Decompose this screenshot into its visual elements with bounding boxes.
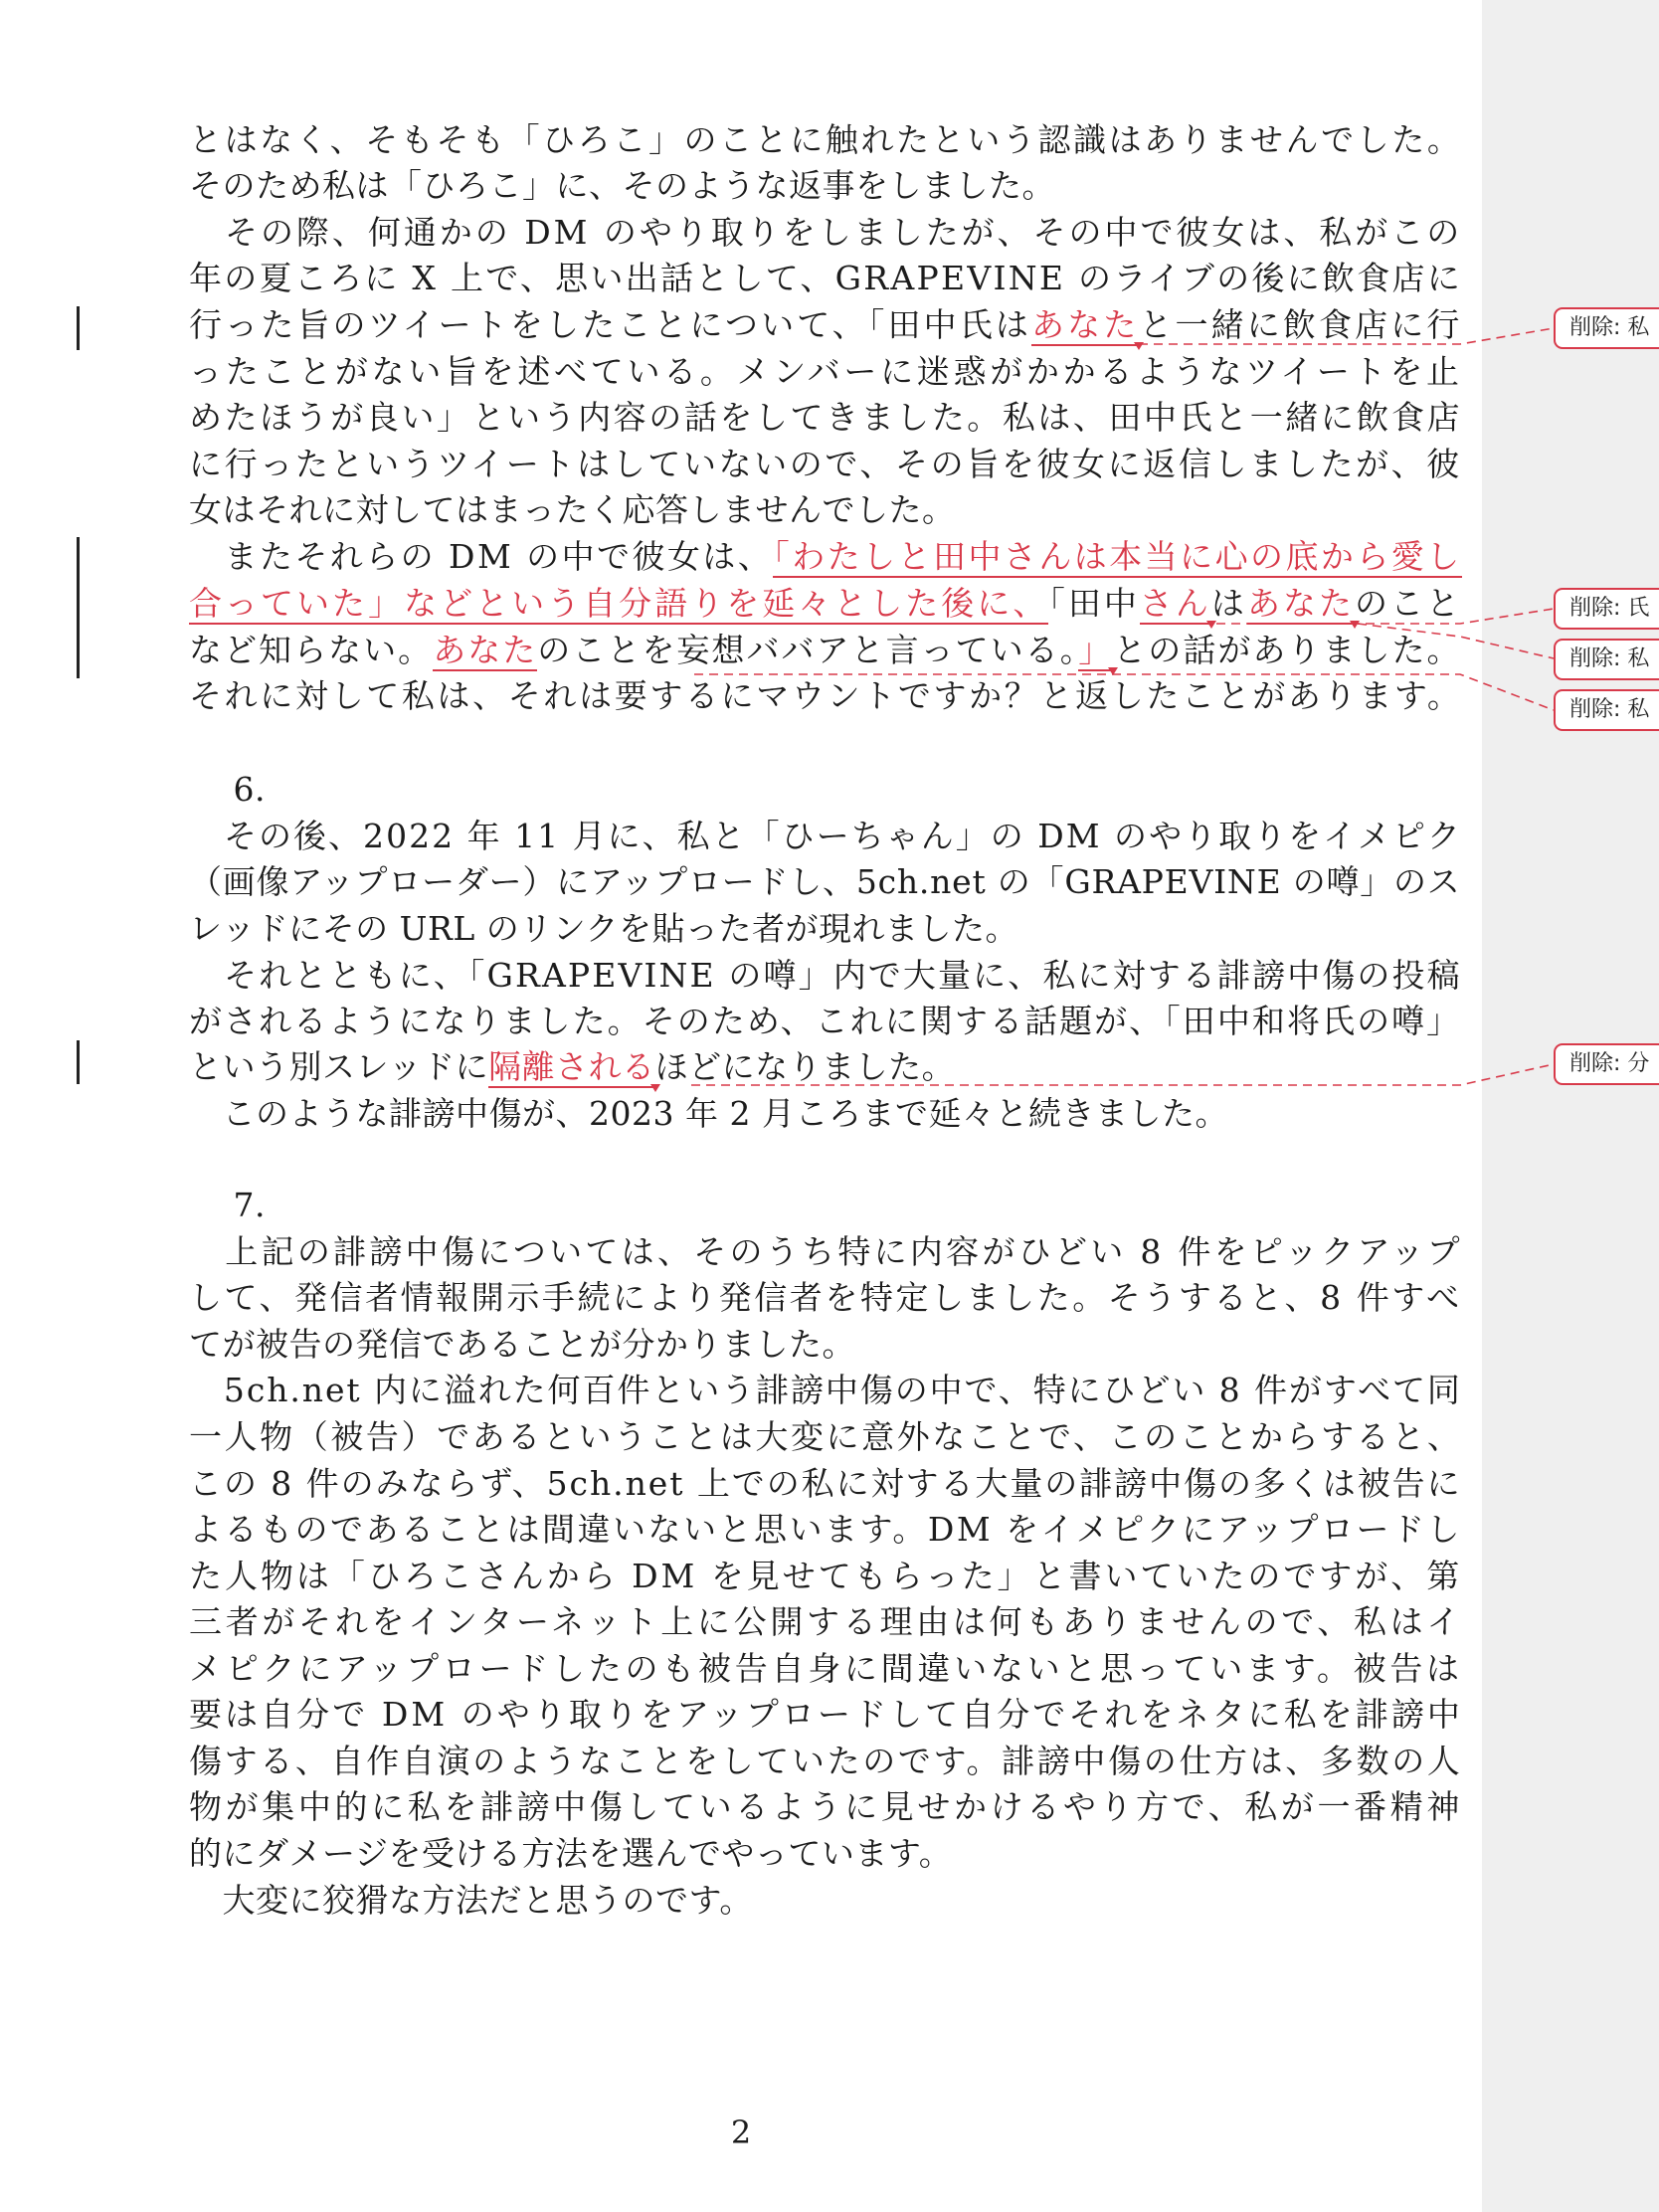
text-segment: めたほうが良い」という内容の話をしてきました。私は、田中氏と一緒に飲食店 (189, 398, 1463, 437)
text-segment: ったことがない旨を述べている。メンバーに迷惑がかかるようなツイートを止 (189, 352, 1463, 391)
connector-line (691, 1064, 1554, 1085)
inserted-text: 合っていた」などという自分語りを延々とした後に、 (189, 584, 1049, 623)
comment-balloon[interactable]: 削除: 私 (1554, 689, 1659, 731)
text-segment: 物が集中的に私を誹謗中傷しているように見せかけるやり方で、私が一番精神 (189, 1787, 1463, 1826)
text-segment: このような誹謗中傷が、2023 年 2 月ころまで延々と続きました。 (189, 1094, 1228, 1133)
text-segment: 6. (189, 770, 266, 809)
comment-balloon[interactable]: 削除: 私 (1554, 639, 1659, 680)
text-segment: 大変に狡猾な方法だと思うのです。 (189, 1881, 753, 1920)
comment-balloon[interactable]: 削除: 氏 (1554, 588, 1659, 630)
inserted-text: 」 (1078, 631, 1114, 669)
page-number: 2 (730, 2114, 752, 2151)
text-segment: 女はそれに対してはまったく応答しませんでした。 (189, 490, 956, 529)
inserted-text: さん (1139, 584, 1211, 623)
text-segment: 5ch.net 内に溢れた何百件という誹謗中傷の中で、特にひどい 8 件がすべて同 (189, 1371, 1462, 1409)
text-segment: その後、2022 年 11 月に、私と「ひーちゃん」の DM のやり取りをイメピク (189, 817, 1462, 855)
text-segment: （画像アップローダー）にアップロードし、5ch.net の「GRAPEVINE の噂」のス (189, 862, 1461, 901)
text-segment: など知らない。 (189, 631, 434, 669)
text-segment: という別スレッドに (189, 1047, 489, 1086)
text-segment: がされるようになりました。そのため、これに関する話題が、「田中和将氏の噂」 (189, 1002, 1462, 1040)
text-segment: に行ったというツイートはしていないので、その旨を彼女に返信しましたが、彼 (189, 445, 1462, 483)
text-segment: た人物は「ひろこさんから DM を見せてもらった」と書いていたのですが、第 (189, 1557, 1463, 1595)
text-segment: てが被告の発信であることが分かりました。 (189, 1325, 855, 1364)
text-segment: 年の夏ころに X 上で、思い出話として、GRAPEVINE のライブの後に飲食店に (189, 259, 1463, 297)
text-segment: は (1210, 584, 1247, 623)
text-segment: のこと (1354, 584, 1463, 623)
text-segment: 7. (189, 1186, 266, 1224)
inserted-text: あなた (1246, 584, 1355, 623)
text-segment: よるものであることは間違いないと思います。DM をイメピクにアップロードし (189, 1510, 1462, 1549)
connector-line (694, 674, 1554, 710)
connector-line (1139, 328, 1554, 344)
inserted-text: あなた (433, 631, 538, 669)
text-segment: のことを妄想ババアと言っている。 (537, 631, 1079, 669)
text-segment: そのため私は「ひろこ」に、そのような返事をしました。 (189, 166, 1055, 205)
inserted-text: 隔離される (488, 1047, 655, 1086)
text-segment: それとともに、「GRAPEVINE の噂」内で大量に、私に対する誹謗中傷の投稿 (189, 956, 1462, 995)
text-segment: 的にダメージを受ける方法を選んでやっています。 (189, 1834, 953, 1873)
connector-line (1216, 609, 1554, 624)
inserted-text: あなた (1030, 305, 1140, 344)
text-segment: その際、何通かの DM のやり取りをしましたが、その中で彼女は、私がこの (189, 213, 1463, 252)
comment-balloon[interactable]: 削除: 分 (1554, 1043, 1659, 1085)
text-segment: ほどになりました。 (654, 1047, 956, 1086)
connector-line (1358, 624, 1554, 658)
text-segment: 行った旨のツイートをしたことについて、「田中氏は (189, 305, 1031, 344)
text-segment: 「田中 (1048, 584, 1140, 623)
text-segment: メピクにアップロードしたのも被告自身に間違いないと思っています。被告は (189, 1649, 1463, 1688)
text-segment: とはなく、そもそも「ひろこ」のことに触れたという認識はありませんでした。 (189, 120, 1463, 159)
text-segment: 三者がそれをインターネット上に公開する理由は何もありませんので、私はイ (189, 1602, 1464, 1641)
text-segment: 一人物（被告）であるということは大変に意外なことで、このことからすると、 (189, 1417, 1463, 1456)
comment-balloon[interactable]: 削除: 私 (1554, 307, 1659, 349)
text-segment: との話がありました。 (1113, 631, 1462, 669)
text-segment: レッドにその URL のリンクを貼った者が現れました。 (189, 909, 1019, 948)
text-segment: この 8 件のみならず、5ch.net 上での私に対する大量の誹謗中傷の多くは被告に (189, 1464, 1462, 1503)
text-segment: それに対して私は、それは要するにマウントですか？と返したことがあります。 (189, 676, 1463, 715)
inserted-text: 「わたしと田中さんは本当に心の底から愛し (773, 537, 1462, 576)
text-segment: 上記の誹謗中傷については、そのうち特に内容がひどい 8 件をピックアップ (189, 1232, 1463, 1271)
text-segment: 傷する、自作自演のようなことをしていたのです。誹謗中傷の仕方は、多数の人 (189, 1742, 1463, 1780)
text-segment: またそれらの DM の中で彼女は、 (189, 537, 774, 576)
text-segment: と一緒に飲食店に行 (1139, 305, 1463, 344)
text-segment: して、発信者情報開示手続により発信者を特定しました。そうすると、8 件すべ (189, 1278, 1462, 1317)
text-segment: 要は自分で DM のやり取りをアップロードして自分でそれをネタに私を誹謗中 (189, 1695, 1463, 1734)
